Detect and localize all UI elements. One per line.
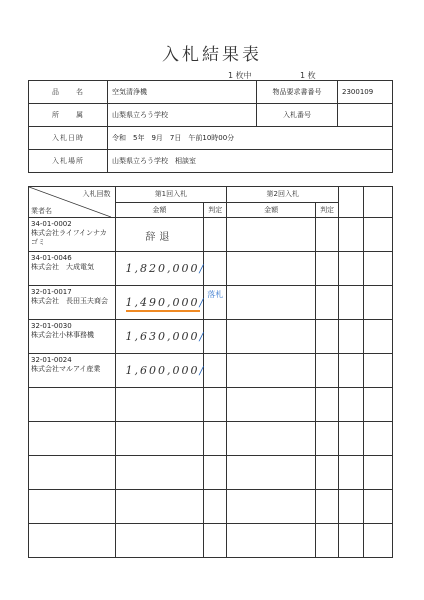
declined-note: 辞退	[145, 232, 174, 243]
bid-amount: 1,820,000	[125, 262, 200, 275]
info-value: 空気清浄機	[108, 81, 257, 104]
bidder-code: 32-01-0030	[31, 322, 72, 330]
bidder-name: 株式会社ライフインナカゴミ	[31, 229, 107, 246]
bidder-cell	[29, 286, 116, 320]
empty-row	[29, 490, 393, 524]
verdict-cell	[315, 218, 338, 252]
results-header-row	[29, 187, 393, 203]
blank-cell	[339, 286, 364, 320]
table-row	[29, 320, 393, 354]
check-mark-icon: /	[199, 330, 206, 343]
winner-verdict-mark: 落札	[207, 290, 224, 299]
info-row-location	[29, 150, 393, 173]
verdict-cell	[315, 320, 338, 354]
amount-cell	[227, 354, 316, 388]
header-verdict: 判定	[204, 202, 227, 218]
blank-cell	[364, 354, 393, 388]
verdict-cell	[315, 286, 338, 320]
amount-cell	[227, 252, 316, 286]
header-amount: 金額	[115, 202, 204, 218]
winning-bid-amount: 1,490,000	[126, 296, 200, 312]
bidder-code: 34-01-0046	[31, 254, 72, 262]
bidder-name: 株式会社 長田玉夫商会	[31, 297, 108, 305]
info-label: 品 名	[29, 81, 108, 104]
blank-cell	[339, 320, 364, 354]
bidder-cell	[29, 354, 116, 388]
header-amount: 金額	[227, 202, 316, 218]
amount-cell	[115, 286, 204, 320]
empty-row	[29, 456, 393, 490]
bidder-cell	[29, 320, 116, 354]
bidder-cell	[29, 252, 116, 286]
document-title: 入札結果表	[162, 45, 262, 65]
header-round2: 第2回入札	[227, 187, 339, 203]
sheet-number: 1 枚	[300, 71, 316, 80]
verdict-cell	[204, 218, 227, 252]
amount-cell	[115, 252, 204, 286]
blank-cell	[364, 320, 393, 354]
info-value: 山梨県立ろう学校	[108, 104, 257, 127]
blank-cell	[364, 286, 393, 320]
header-diagonal-cell	[29, 187, 116, 218]
amount-cell	[227, 320, 316, 354]
check-mark-icon: /	[199, 262, 206, 275]
info-value: 2300109	[338, 81, 393, 104]
blank-cell	[339, 354, 364, 388]
info-label: 所 属	[29, 104, 108, 127]
verdict-cell	[204, 354, 227, 388]
info-label: 入札場所	[29, 150, 108, 173]
blank-cell	[364, 252, 393, 286]
results-table	[28, 186, 393, 558]
empty-row	[29, 388, 393, 422]
verdict-cell	[204, 286, 227, 320]
info-value: 令和 5年 9月 7日 午前10時00分	[108, 127, 393, 150]
info-row-datetime	[29, 127, 393, 150]
blank-cell	[339, 252, 364, 286]
info-label: 入札番号	[257, 104, 338, 127]
info-row-item	[29, 81, 393, 104]
bidder-code: 32-01-0024	[31, 356, 72, 364]
header-rounds: 入札回数	[82, 190, 111, 198]
amount-cell	[115, 218, 204, 252]
bidder-name: 株式会社小林事務機	[31, 331, 94, 339]
header-round1: 第1回入札	[115, 187, 227, 203]
empty-row	[29, 524, 393, 558]
bid-amount: 1,630,000	[125, 330, 200, 343]
info-label: 入札日時	[29, 127, 108, 150]
amount-cell	[115, 354, 204, 388]
table-row	[29, 252, 393, 286]
amount-cell	[227, 218, 316, 252]
info-value: 山梨県立ろう学校 相談室	[108, 150, 393, 173]
header-blank	[364, 187, 393, 218]
bid-amount: 1,600,000	[125, 364, 200, 377]
table-row	[29, 218, 393, 252]
verdict-cell	[204, 320, 227, 354]
verdict-cell	[315, 252, 338, 286]
check-mark-icon: /	[199, 296, 206, 309]
table-row	[29, 354, 393, 388]
bidder-code: 34-01-0002	[31, 220, 72, 228]
amount-cell	[227, 286, 316, 320]
info-label: 物品要求書番号	[257, 81, 338, 104]
sheet-count: 1 枚中	[228, 71, 252, 80]
blank-cell	[339, 218, 364, 252]
info-table	[28, 80, 393, 173]
bidder-cell	[29, 218, 116, 252]
verdict-cell	[204, 252, 227, 286]
bidder-name: 株式会社 大成電気	[31, 263, 94, 271]
verdict-cell	[315, 354, 338, 388]
table-row	[29, 286, 393, 320]
blank-cell	[364, 218, 393, 252]
empty-row	[29, 422, 393, 456]
check-mark-icon: /	[199, 364, 206, 377]
bidder-name: 株式会社マルアイ産業	[31, 365, 101, 373]
info-value	[338, 104, 393, 127]
info-row-department	[29, 104, 393, 127]
amount-cell	[115, 320, 204, 354]
header-bidder: 業者名	[31, 207, 52, 215]
header-verdict: 判定	[315, 202, 338, 218]
bidder-code: 32-01-0017	[31, 288, 72, 296]
header-blank	[339, 187, 364, 218]
